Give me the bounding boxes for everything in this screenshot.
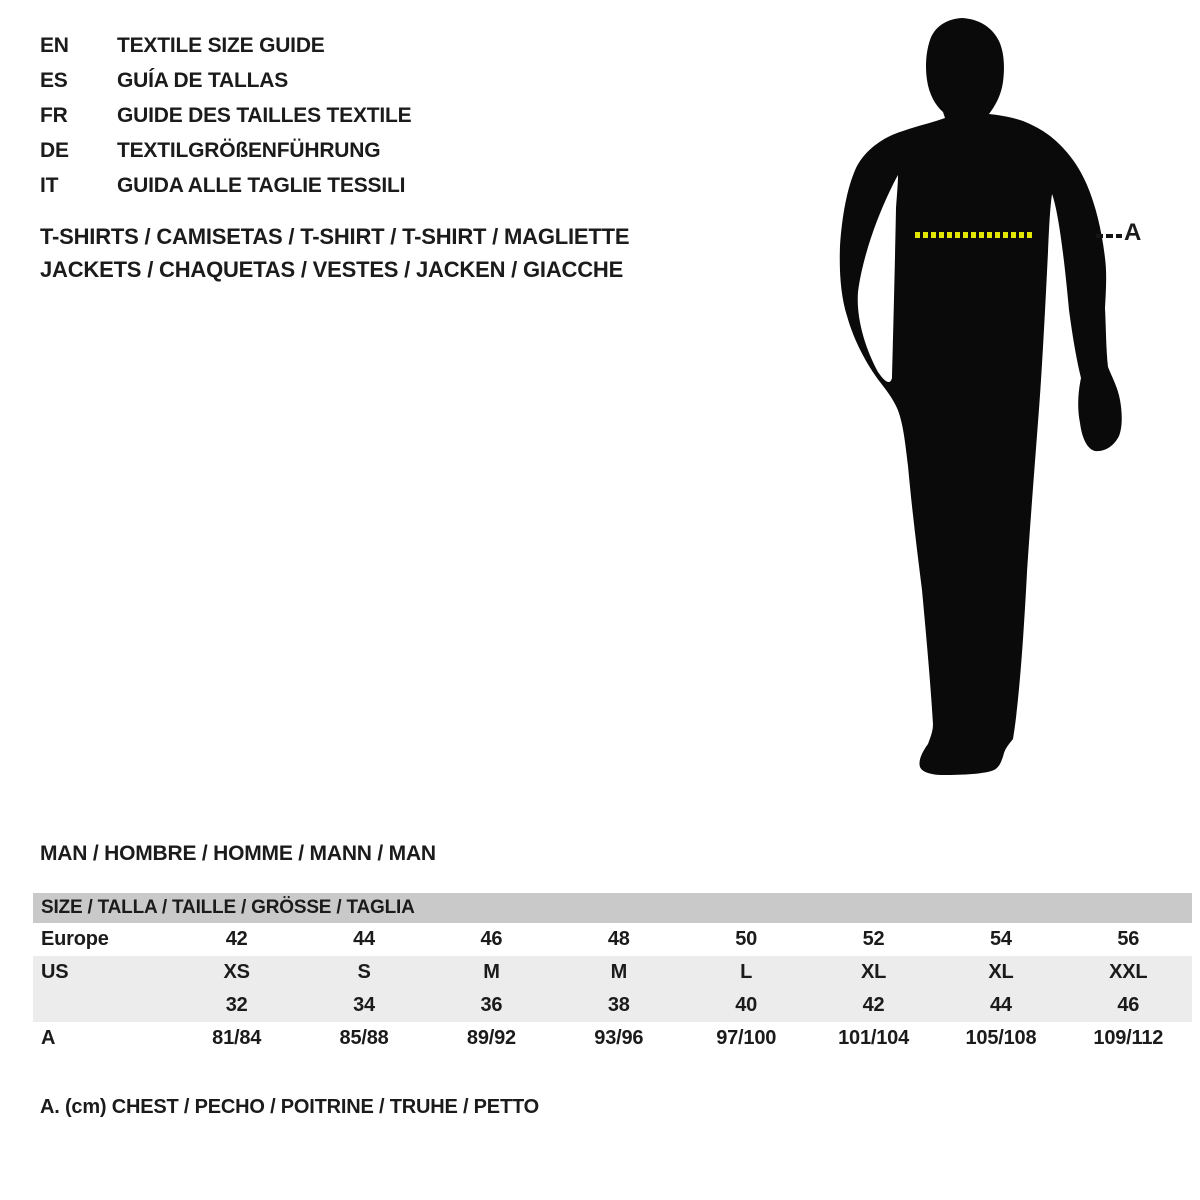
size-cell: 36 [480, 994, 503, 1016]
table-row-numeric [33, 989, 1192, 1022]
size-cell: S [357, 961, 371, 983]
measure-footnote: A. (cm) CHEST / PECHO / POITRINE / TRUHE / PETTO [40, 1096, 539, 1118]
size-cell: M [483, 961, 500, 983]
row-label [33, 989, 173, 1022]
man-silhouette [835, 10, 1135, 790]
size-table [33, 893, 1192, 1055]
category-tshirts: T-SHIRTS / CAMISETAS / T-SHIRT / T-SHIRT / MAGLIETTE [40, 224, 630, 249]
size-cell: 56 [1117, 928, 1140, 950]
guide-title-en: TEXTILE SIZE GUIDE [117, 34, 325, 57]
garment-categories [40, 220, 629, 286]
size-cell: 50 [735, 928, 758, 950]
language-code: EN [40, 34, 69, 57]
table-row-chest [33, 1022, 1192, 1055]
size-cell: XS [223, 961, 250, 983]
row-label: A [41, 1027, 56, 1049]
size-cell: 97/100 [716, 1027, 777, 1049]
row-label: US [41, 961, 69, 983]
size-cell: 48 [607, 928, 630, 950]
size-cell: 89/92 [466, 1027, 516, 1049]
size-cell: 105/108 [965, 1027, 1037, 1049]
table-row-us [33, 956, 1192, 989]
language-row-en [40, 28, 411, 63]
size-cell: XXL [1109, 961, 1148, 983]
size-cell: 40 [735, 994, 758, 1016]
language-legend [40, 28, 411, 203]
size-cell: 34 [353, 994, 375, 1016]
size-cell: 85/88 [339, 1027, 389, 1049]
language-row-fr [40, 98, 411, 133]
guide-title-fr: GUIDE DES TAILLES TEXTILE [117, 104, 412, 127]
language-row-de [40, 133, 411, 168]
language-row-it [40, 168, 411, 203]
size-cell: 101/104 [838, 1027, 910, 1049]
size-cell: 46 [480, 928, 503, 950]
language-code: DE [40, 139, 69, 162]
size-cell: 44 [353, 928, 375, 950]
size-cell: 42 [862, 994, 885, 1016]
size-cell: XL [988, 961, 1014, 983]
size-table-header: SIZE / TALLA / TAILLE / GRÖSSE / TAGLIA [33, 893, 1192, 923]
measure-label-a: A [1124, 219, 1142, 246]
size-cell: 81/84 [212, 1027, 262, 1049]
size-cell: 32 [225, 994, 248, 1016]
size-cell: 42 [225, 928, 248, 950]
size-cell: 46 [1117, 994, 1140, 1016]
language-code: ES [40, 69, 68, 92]
size-cell: 54 [990, 928, 1012, 950]
table-row-europe [33, 923, 1192, 956]
guide-title-es: GUÍA DE TALLAS [117, 69, 289, 92]
size-cell: 52 [862, 928, 885, 950]
category-jackets: JACKETS / CHAQUETAS / VESTES / JACKEN / GIACCHE [40, 257, 624, 282]
size-cell: XL [860, 961, 887, 983]
size-cell: 109/112 [1093, 1027, 1164, 1049]
section-title-man: MAN / HOMBRE / HOMME / MANN / MAN [40, 842, 436, 865]
language-code: IT [40, 174, 59, 197]
size-cell: M [610, 961, 628, 983]
language-code: FR [40, 104, 68, 127]
size-cell: 38 [607, 994, 630, 1016]
man-silhouette-svg [835, 10, 1135, 790]
size-cell: 44 [990, 994, 1012, 1016]
size-cell: L [740, 961, 753, 983]
language-row-es [40, 63, 411, 98]
measure-pointer-dashes [1096, 234, 1122, 238]
chest-measure-dotted-line [915, 232, 1033, 238]
row-label: Europe [41, 928, 109, 950]
size-cell: 93/96 [594, 1027, 644, 1049]
guide-title-de: TEXTILGRÖßENFÜHRUNG [117, 139, 381, 162]
guide-title-it: GUIDA ALLE TAGLIE TESSILI [117, 174, 406, 197]
